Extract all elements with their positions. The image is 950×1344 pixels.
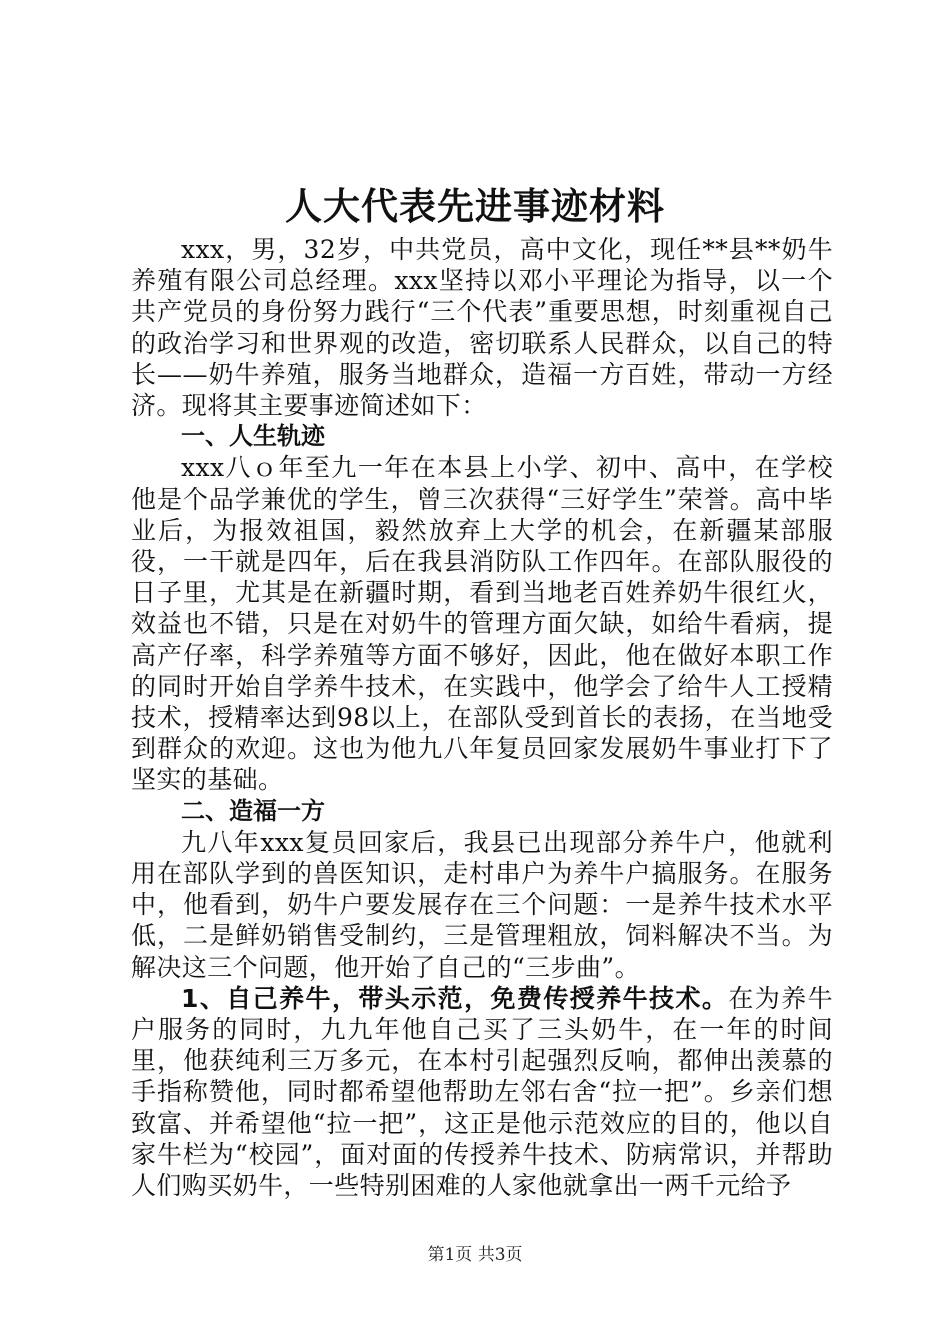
list-item-1-lead: 1、自己养牛，带头示范，免费传授养牛技术。 <box>181 983 729 1013</box>
page-footer: 第1页 共3页 <box>427 1245 523 1265</box>
section-heading-life: 一、人生轨迹 <box>181 422 325 451</box>
section-heading-benefit: 二、造福一方 <box>181 796 325 825</box>
section-paragraph-benefit: 九八年xxx复员回家后，我县已出现部分养牛户，他就利用在部队学到的兽医知识，走村串户为养牛户搞服务。在服务中，他看到，奶牛户要发展存在三个问题：一是养牛技术水平低，二是鲜奶销售受制约，三是管理粗放，饲料解决不当。为解决这三个问题，他开始了自己的“三步曲”。 <box>131 827 833 982</box>
document-title: 人大代表先进事迹材料 <box>285 185 665 228</box>
intro-paragraph: xxx，男，32岁，中共党员，高中文化，现任**县**奶牛养殖有限公司总经理。xxx坚持以邓小平理论为指导，以一个共产党员的身份努力践行“三个代表”重要思想，时刻重视自己的政治学习和世界观的改造，密切联系人民群众，以自己的特长——奶牛养殖，服务当地群众，造福一方百姓，带动一方经济。现将其主要事迹简述如下： <box>131 235 833 421</box>
section-paragraph-life: xxx八ｏ年至九一年在本县上小学、初中、高中，在学校他是个品学兼优的学生，曾三次获得“三好学生”荣誉。高中毕业后，为报效祖国，毅然放弃上大学的机会，在新疆某部服役，一干就是四年，后在我县消防队工作四年。在部队服役的日子里，尤其是在新疆时期，看到当地老百姓养奶牛很红火，效益也不错，只是在对奶牛的管理方面欠缺，如给牛看病，提高产仔率，科学养殖等方面不够好，因此，他在做好本职工作的同时开始自学养牛技术，在实践中，他学会了给牛人工授精技术，授精率达到98以上，在部队受到首长的表扬，在当地受到群众的欢迎。这也为他九八年复员回家发展奶牛事业打下了坚实的基础。 <box>131 453 833 795</box>
list-item-1 <box>131 983 833 1201</box>
document-body <box>131 234 833 1201</box>
list-item-1-text: 在为养牛户服务的同时，九九年他自己买了三头奶牛，在一年的时间里，他获纯利三万多元，在本村引起强烈反响，都伸出羡慕的手指称赞他，同时都希望他帮助左邻右舍“拉一把”。乡亲们想致富、并希望他“拉一把”，这正是他示范效应的目的，他以自家牛栏为“校园”，面对面的传授养牛技术、防病常识，并帮助人们购买奶牛，一些特别困难的人家他就拿出一两千元给予 <box>131 983 834 1201</box>
